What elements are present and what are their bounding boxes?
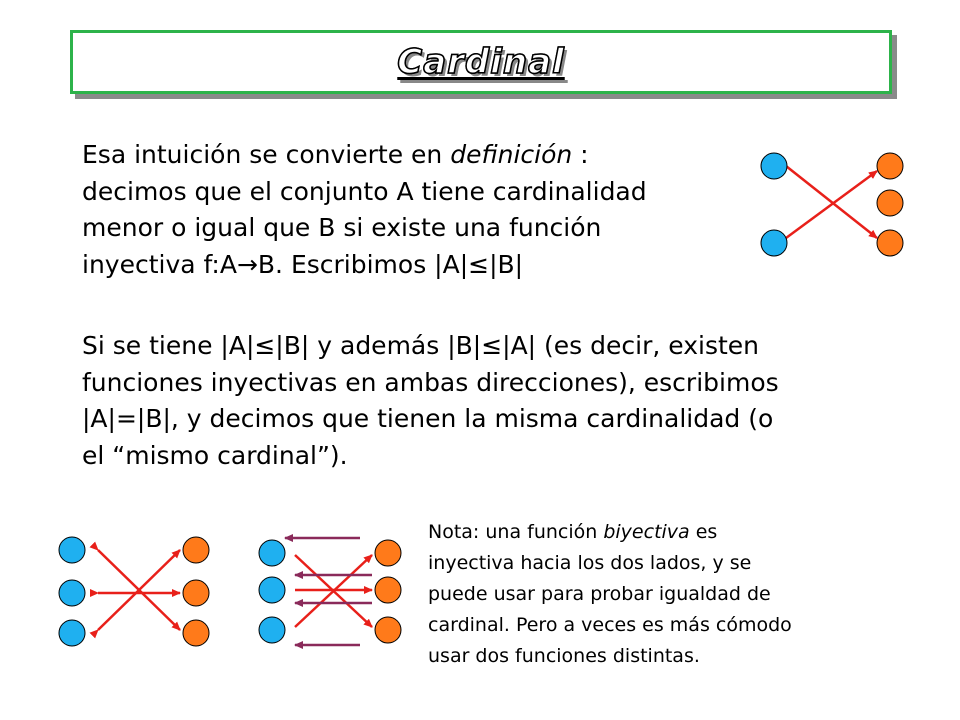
set-a-node xyxy=(761,230,787,256)
note-line-3: puede usar para probar igualdad de xyxy=(428,583,771,605)
note-line-2: inyectiva hacia los dos lados, y se xyxy=(428,552,752,574)
set-b-node xyxy=(877,230,903,256)
set-a-node xyxy=(59,580,85,606)
text-segment: Esa intuición se convierte en xyxy=(82,140,451,169)
set-a-node xyxy=(259,540,285,566)
set-b-node xyxy=(183,620,209,646)
set-a-node xyxy=(259,577,285,603)
text-segment: Nota: una función xyxy=(428,521,604,543)
set-b-node xyxy=(877,190,903,216)
emphasized-word: biyectiva xyxy=(603,521,690,543)
equality-line-4: el “mismo cardinal”). xyxy=(82,440,348,470)
note-line-4: cardinal. Pero a veces es más cómodo xyxy=(428,614,792,636)
note-line-5: usar dos funciones distintas. xyxy=(428,645,700,667)
equality-line-1: Si se tiene |A|≤|B| y además |B|≤|A| (es decir, existen xyxy=(82,331,760,360)
definition-line-2: decimos que el conjunto A tiene cardinalidad xyxy=(82,176,647,206)
two-functions-diagram xyxy=(259,538,401,645)
text-segment: es xyxy=(689,521,718,543)
slide-title: Cardinal xyxy=(397,42,565,82)
set-a-node xyxy=(59,537,85,563)
set-b-node xyxy=(183,580,209,606)
set-b-node xyxy=(375,577,401,603)
set-b-node xyxy=(183,537,209,563)
set-a-node xyxy=(761,153,787,179)
bijective-diagram xyxy=(59,537,209,646)
set-b-node xyxy=(375,540,401,566)
set-b-node xyxy=(877,153,903,179)
equality-line-2: funciones inyectivas en ambas direcciones), escribimos xyxy=(82,367,779,397)
text-segment: : xyxy=(572,140,589,169)
definition-line-3: menor o igual que B si existe una función xyxy=(82,213,602,242)
set-a-node xyxy=(59,620,85,646)
emphasized-word: definición xyxy=(450,140,573,169)
equality-line-3: |A|=|B|, y decimos que tienen la misma cardinalidad (o xyxy=(82,404,774,433)
set-a-node xyxy=(259,617,285,643)
set-b-node xyxy=(375,617,401,643)
definition-line-4: inyectiva f:A→B. Escribimos |A|≤|B| xyxy=(82,249,524,279)
injective-diagram xyxy=(761,153,903,256)
